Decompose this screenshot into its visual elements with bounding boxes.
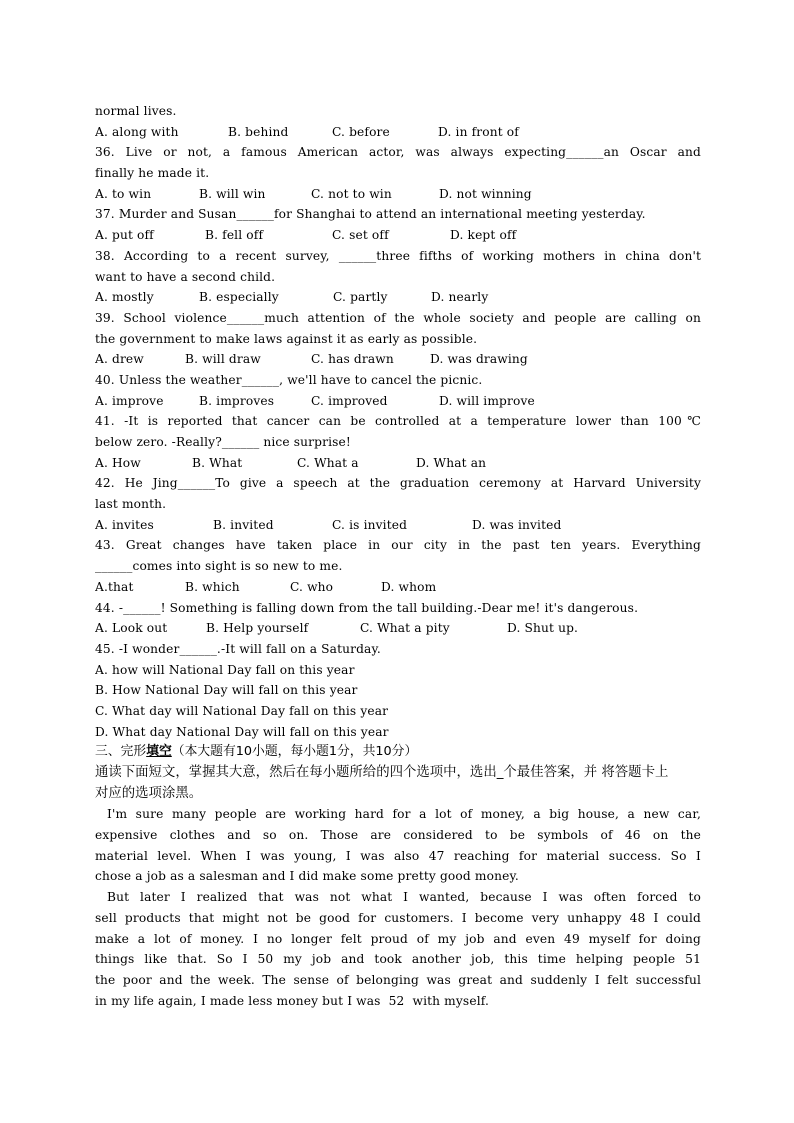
option-b: B. How National Day will fall on this year — [95, 683, 358, 698]
options-q38 — [95, 287, 701, 308]
option-c: C. improved — [311, 393, 388, 408]
section-prefix: 三、完形 — [95, 744, 147, 760]
passage-line: things like that. So I 50 my job and took another job, this time helping people 51 — [95, 952, 701, 967]
option-c: C. has drawn — [311, 352, 394, 367]
option-d: D. was invited — [472, 517, 562, 532]
passage-line: I'm sure many people are working hard for a lot of money, a big house, a new car, — [107, 807, 701, 822]
question-41-cont: below zero. -Really?______ nice surprise! — [95, 435, 351, 449]
option-a: A. how will National Day fall on this year — [95, 662, 355, 677]
option-b: B. fell off — [205, 228, 264, 243]
passage-line: in my life again, I made less money but I was 52 with myself. — [95, 993, 489, 1008]
question-38-cont: want to have a second child. — [95, 269, 276, 284]
option-b: B. Help yourself — [206, 621, 309, 636]
question-43: 43. Great changes have taken place in our city in the past ten years. Everything — [95, 538, 701, 553]
option-b: B. will win — [199, 186, 266, 201]
option-b: B. invited — [213, 517, 274, 532]
options-q35 — [95, 122, 701, 143]
option-d: D. Shut up. — [507, 621, 579, 636]
options-q43 — [95, 577, 701, 598]
exam-page — [95, 101, 701, 1011]
question-43-cont: ______comes into sight is so new to me. — [95, 559, 343, 574]
option-c: C. set off — [332, 228, 389, 243]
passage-line: chose a job as a salesman and I did make some pretty good money. — [95, 869, 519, 884]
passage-line: sell products that might not be good for customers. I become very unhappy 48 I could — [95, 910, 701, 925]
option-a: A. along with — [95, 124, 179, 139]
option-a: A. Look out — [95, 621, 168, 636]
option-c: C. What a pity — [360, 621, 450, 636]
option-a: A. drew — [95, 352, 144, 367]
option-a: A. to win — [95, 186, 152, 201]
options-q41 — [95, 453, 701, 474]
question-42-cont: last month. — [95, 497, 167, 512]
question-41: 41. -It is reported that cancer can be controlled at a temperature lower than 100℃ — [95, 414, 701, 429]
option-a: A. mostly — [95, 290, 154, 305]
option-a: A. put off — [95, 228, 154, 243]
option-a: A. How — [95, 455, 141, 470]
passage-line: the poor and the week. The sense of belonging was great and suddenly I felt successful — [95, 972, 701, 987]
option-a: A. improve — [95, 393, 164, 408]
option-d: D. not winning — [439, 186, 532, 201]
option-d: D. What day National Day will fall on this year — [95, 724, 389, 739]
line-normal-lives: normal lives. — [95, 104, 177, 118]
options-q40 — [95, 391, 701, 412]
options-q36 — [95, 184, 701, 205]
passage-line: expensive clothes and so on. Those are considered to be symbols of 46 on the — [95, 828, 701, 843]
option-c: C. who — [290, 579, 334, 594]
question-36-cont: finally he made it. — [95, 166, 210, 181]
option-d: D. was drawing — [430, 352, 528, 367]
option-b: B. What — [192, 455, 243, 470]
options-q44 — [95, 618, 701, 639]
option-d: D. will improve — [439, 393, 535, 408]
option-c: C. is invited — [332, 517, 408, 532]
question-38: 38. According to a recent survey, ______three fifths of working mothers in china don't — [95, 248, 701, 263]
question-37: 37. Murder and Susan______for Shanghai to attend an international meeting yesterday. — [95, 207, 646, 222]
option-d: D. in front of — [438, 124, 519, 139]
section-suffix: （本大题有10小题，每小题1分，共10分） — [171, 744, 418, 760]
option-b: B. improves — [199, 393, 275, 408]
passage-line: material level. When I was young, I was also 47 reaching for material success. So I — [95, 848, 701, 863]
option-d: D. whom — [381, 579, 437, 594]
section-highlight: 填空 — [146, 744, 172, 760]
option-c: C. not to win — [311, 186, 392, 201]
option-a: A.that — [95, 579, 134, 594]
option-b: B. especially — [199, 290, 279, 305]
option-c: C. before — [332, 124, 390, 139]
option-b: B. which — [185, 579, 240, 594]
section-instructions-cont: 对应的选项涂黑。 — [95, 785, 203, 801]
question-36: 36. Live or not, a famous American actor, was always expecting______an Oscar and — [95, 145, 701, 160]
option-c: C. partly — [333, 290, 388, 305]
option-d: D. nearly — [431, 290, 489, 305]
question-44: 44. -______! Something is falling down from the tall building.-Dear me! it's dangerous. — [95, 600, 639, 615]
options-q37 — [95, 225, 701, 246]
section-heading — [95, 742, 701, 763]
passage-line: But later I realized that was not what I wanted, because I was often forced to — [107, 890, 701, 905]
option-c: C. What a — [297, 455, 359, 470]
option-b: B. will draw — [185, 352, 261, 367]
question-42: 42. He Jing______To give a speech at the graduation ceremony at Harvard University — [95, 476, 701, 491]
options-q42 — [95, 515, 701, 536]
question-45: 45. -I wonder______.-It will fall on a Saturday. — [95, 641, 381, 656]
options-q39 — [95, 349, 701, 370]
passage-line: make a lot of money. I no longer felt proud of my job and even 49 myself for doing — [95, 931, 701, 946]
question-40: 40. Unless the weather______, we'll have to cancel the picnic. — [95, 372, 483, 387]
question-39-cont: the government to make laws against it as early as possible. — [95, 331, 478, 346]
question-39: 39. School violence______much attention of the whole society and people are calling on — [95, 310, 701, 325]
option-b: B. behind — [228, 124, 289, 139]
option-d: D. What an — [416, 455, 487, 470]
option-d: D. kept off — [450, 228, 517, 243]
option-c: C. What day will National Day fall on this year — [95, 703, 389, 718]
option-a: A. invites — [95, 517, 154, 532]
section-instructions: 通读下面短文，掌握其大意，然后在每小题所给的四个选项中，选出_个最佳答案，并 将答题卡上 — [95, 765, 669, 780]
